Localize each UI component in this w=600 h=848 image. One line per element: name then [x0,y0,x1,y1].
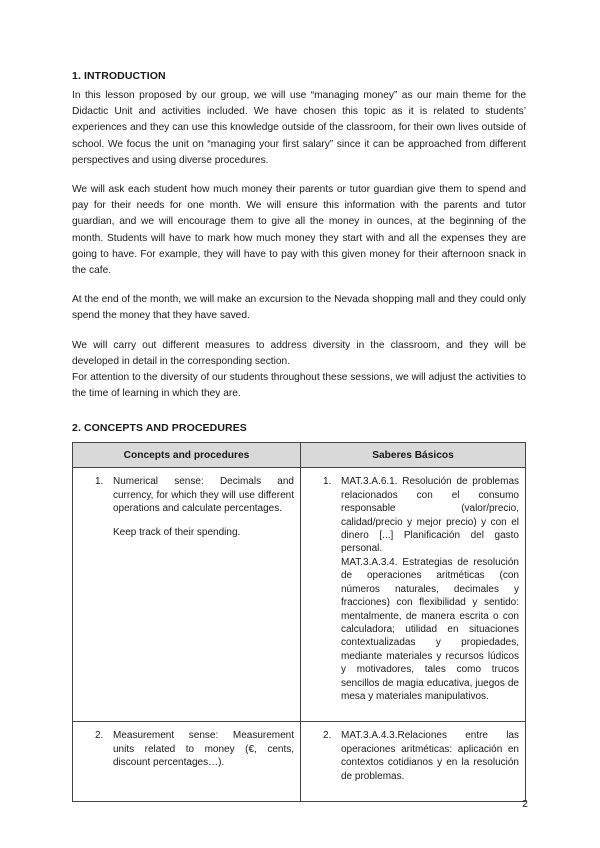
table-header-row [73,443,526,468]
concepts-table [72,442,526,802]
col-header-saberes: Saberes Básicos [301,443,526,468]
table-cell [73,722,301,802]
saber-text: MAT.3.A.4.3.Relaciones entre las operaciones aritméticas: aplicación en contextos cotidianos y en la resolución de problemas. [341,730,519,782]
saber-extra-text: MAT.3.A.3.4. Estrategias de resolución de operaciones aritméticas (con números naturales, decimales y fracciones) con flexibilidad y sentido: mentalmente, de manera escrita o con calculadora; utilidad en situaciones contextualizadas y propiedades, mediante materiales y recursos lúdicos y motivadores, tales como trucos sencillos de magia educativa, juegos de mesa y materiales manipulativos. [341,556,519,702]
intro-paragraph-4: We will carry out different measures to address diversity in the classroom, and they will be developed in detail in the corresponding section. [72,339,526,367]
list-item [95,729,294,769]
item-number: 2. [95,730,104,742]
document-page [72,70,526,802]
item-number: 1. [323,476,332,488]
table-row [73,722,526,802]
intro-heading: 1. INTRODUCTION [72,70,166,82]
saber-text: MAT.3.A.6.1. Resolución de problemas relacionados con el consumo responsable (valor/precio, calidad/precio y mejor precio) y con el dinero [...] Planificación del gasto personal. [341,476,519,555]
intro-paragraph-2: We will ask each student how much money their parents or tutor guardian give them to spend and pay for their needs for one month. We will ensure this information with the parents and tutor guardian, and we will encourage them to give all the money in ounces, at the beginning of the month. Students will have to mark how much money they start with and all the expenses they are going to have. For example, they will have to pay with this given money for their afternoon snack in the cafe. [72,184,526,277]
concept-text: Measurement sense: Measurement units related to money (€, cents, discount percentages…). [113,730,294,769]
item-number: 2. [323,730,332,742]
concept-extra-text: Keep track of their spending. [113,526,241,538]
table-cell [301,722,526,802]
table-cell [301,468,526,722]
list-item [323,729,519,783]
list-item [323,475,519,703]
concepts-heading: 2. CONCEPTS AND PROCEDURES [72,422,247,435]
intro-paragraph-5: For attention to the diversity of our students throughout these sessions, we will adjust the activities to the time of learning in which they are. [72,372,526,400]
table-cell [73,468,301,722]
intro-paragraph-3: At the end of the month, we will make an excursion to the Nevada shopping mall and they could only spend the money that they have saved. [72,294,526,322]
list-item [95,475,294,539]
concept-text: Numerical sense: Decimals and currency, for which they will use different operations and calculate percentages. [113,476,294,515]
page-number: 2 [522,798,528,810]
intro-paragraph-1: In this lesson proposed by our group, we will use “managing money” as our main theme for the Didactic Unit and activities included. We have chosen this topic as it is related to students’ experiences and they can use this knowledge outside of the classroom, for their own lives outside of school. We focus the unit on “managing your first salary” since it can be approached from different perspectives and using diverse procedures. [72,90,526,166]
col-header-concepts: Concepts and procedures [73,443,301,468]
item-number: 1. [95,476,104,488]
table-row [73,468,526,722]
